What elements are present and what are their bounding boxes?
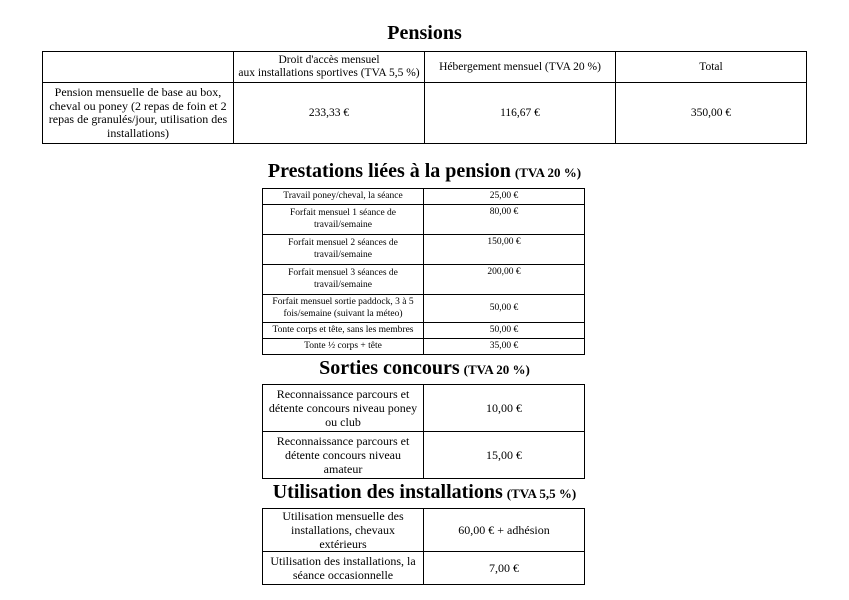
pensions-header-row xyxy=(43,52,807,83)
prestation-price: 50,00 € xyxy=(424,295,585,323)
concours-label: Reconnaissance parcours et détente concours niveau poney ou club xyxy=(263,385,424,432)
prestation-label: Tonte corps et tête, sans les membres xyxy=(263,323,424,339)
prestation-label: Forfait mensuel sortie paddock, 3 à 5 fois/semaine (suivant la méteo) xyxy=(263,295,424,323)
pensions-header-total: Total xyxy=(616,52,807,83)
table-row xyxy=(263,235,585,265)
concours-title: Sorties concours (TVA 20 %) xyxy=(319,357,530,379)
concours-price: 15,00 € xyxy=(424,432,585,479)
installations-label: Utilisation des installations, la séance occasionnelle xyxy=(263,552,424,585)
prestation-label: Forfait mensuel 3 séances de travail/semaine xyxy=(263,265,424,295)
prestation-label: Travail poney/cheval, la séance xyxy=(263,189,424,205)
pensions-table xyxy=(42,51,807,144)
installations-label: Utilisation mensuelle des installations, chevaux extérieurs xyxy=(263,509,424,552)
table-row xyxy=(263,295,585,323)
prestation-price: 150,00 € xyxy=(424,235,585,265)
pension-total-value: 350,00 € xyxy=(616,83,807,144)
pensions-header-droit xyxy=(234,52,425,83)
prestations-title: Prestations liées à la pension (TVA 20 %) xyxy=(267,160,582,182)
table-row xyxy=(263,385,585,432)
prestation-price: 80,00 € xyxy=(424,205,585,235)
table-row xyxy=(263,432,585,479)
table-row xyxy=(263,509,585,552)
table-row xyxy=(263,265,585,295)
prestation-price: 25,00 € xyxy=(424,189,585,205)
table-row xyxy=(263,189,585,205)
pensions-header-droit-line2: aux installations sportives (TVA 5,5 %) xyxy=(238,67,420,79)
installations-price: 60,00 € + adhésion xyxy=(424,509,585,552)
table-row xyxy=(263,339,585,355)
table-row xyxy=(263,323,585,339)
installations-table xyxy=(262,508,585,585)
pension-label: Pension mensuelle de base au box, cheval ou poney (2 repas de foin et 2 repas de granulés/jour, utilisation des installations) xyxy=(43,83,234,144)
prestations-tva: (TVA 20 %) xyxy=(514,165,582,180)
prestation-price: 200,00 € xyxy=(424,265,585,295)
installations-price: 7,00 € xyxy=(424,552,585,585)
pensions-header-hebergement: Hébergement mensuel (TVA 20 %) xyxy=(425,52,616,83)
concours-label: Reconnaissance parcours et détente concours niveau amateur xyxy=(263,432,424,479)
pensions-header-droit-line1: Droit d'accès mensuel xyxy=(278,54,380,66)
table-row xyxy=(43,83,807,144)
pension-droit-value: 233,33 € xyxy=(234,83,425,144)
prestation-price: 35,00 € xyxy=(424,339,585,355)
concours-tva: (TVA 20 %) xyxy=(463,362,530,377)
table-row xyxy=(263,205,585,235)
installations-tva: (TVA 5,5 %) xyxy=(506,486,577,501)
concours-table xyxy=(262,384,585,479)
prestation-label: Tonte ½ corps + tête xyxy=(263,339,424,355)
prestations-table xyxy=(262,188,585,355)
concours-price: 10,00 € xyxy=(424,385,585,432)
prestation-price: 50,00 € xyxy=(424,323,585,339)
prestation-label: Forfait mensuel 2 séances de travail/semaine xyxy=(263,235,424,265)
pension-hebergement-value: 116,67 € xyxy=(425,83,616,144)
table-row xyxy=(263,552,585,585)
installations-title: Utilisation des installations (TVA 5,5 %) xyxy=(272,481,577,503)
prestation-label: Forfait mensuel 1 séance de travail/semaine xyxy=(263,205,424,235)
pensions-title: Pensions xyxy=(387,22,462,44)
pensions-header-empty xyxy=(43,52,234,83)
